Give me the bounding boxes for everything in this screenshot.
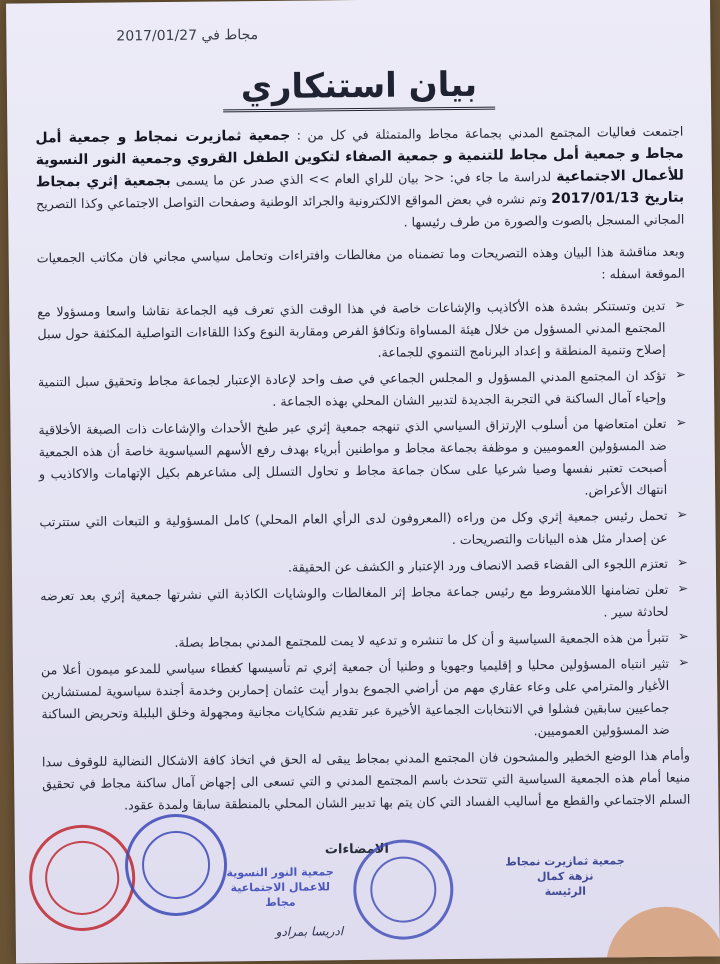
title-text: بيان استنكاري	[222, 65, 495, 113]
stamp-right-line2: نزهة كمال	[536, 869, 594, 884]
handwritten-signature: ادريسا بمرادو	[275, 924, 344, 939]
document-body	[35, 121, 690, 828]
intro-part2: لدراسة ما جاء في: << بيان للراي العام >> الذي صدر عن ما يسمى	[170, 168, 552, 188]
blue-round-stamp	[125, 813, 228, 916]
resolutions-list	[37, 295, 690, 748]
list-item: ➢ تثير انتباه المسؤولين محليا و إقليميا وجهويا و وطنيا أن جمعية إثري تم تأسيسها كغطاء سياسي للمدعو ميمون أعلا من الأغيار والمترامي على وعاء عقاري مهم من أراضي الجموع بدوار أيت عثمان إحماربن وخدمة أجندة سياسوية لمستشارين جماعيين سابقين فشلوا في الانتخابات الجماعية الأخيرة عبر تقديم شكايات مجانية ومجهولة وخلق البلبلة وتحريض الساكنة ضد المسؤولين العموميين.	[41, 653, 690, 748]
stamp-center-line2: للاعمال الاجتماعية	[230, 880, 331, 895]
arrow-bullet-icon: ➢	[674, 297, 686, 313]
right-rect-stamp	[495, 853, 635, 899]
intro-organizations: جمعية ثمازيرت نمجاط و جمعية أمل مجاط و جمعية أمل مجاط للتنمية و جمعية الصفاء لتكوين الطفل القروي وجمعية النور النسوية للأعمال الاجتماعية	[35, 127, 684, 185]
list-item: ➢ تحمل رئيس جمعية إثري وكل من وراءه (المعروفون لدى الرأي العام المحلي) كامل المسؤولية و التبعات التي ستترتب عن إصدار مثل هذه البيانات والتصريحات .	[39, 505, 687, 556]
stamp-center-line1: جمعية النور النسوية	[226, 865, 334, 880]
signatures-label: الامضاءات	[324, 841, 390, 858]
list-item: ➢ تعتزم اللجوء الى القضاء قصد الانصاف ورد الإعتبار و الكشف عن الحقيقة.	[40, 553, 688, 582]
center-rect-stamp	[225, 864, 335, 910]
intro-association-date: بجمعية إثري بمجاط بتاريخ 2017/01/13	[35, 172, 685, 207]
arrow-bullet-icon: ➢	[674, 367, 687, 383]
stamp-right-line1: جمعية ثمازيرت نمجاط	[505, 854, 625, 869]
blue-round-stamp-2	[353, 839, 454, 940]
document-title	[7, 62, 711, 109]
discussion-paragraph: وبعد مناقشة هذا البيان وهذه التصريحات وما تضمناه من مغالطات وافتراءات وتحامل سياسي مجاني فان مكاتب الجمعيات الموقعة اسفله :	[36, 243, 685, 282]
stamp-center-line3: مجاط	[265, 895, 296, 910]
intro-paragraph	[35, 121, 684, 238]
document-page	[6, 0, 720, 964]
arrow-bullet-icon: ➢	[677, 581, 689, 597]
list-item: ➢ تتبرأ من هذه الجمعية السياسية و أن كل ما تنشره و تدعيه لا يمت للمجتمع المدني بمجاط بصلة.	[41, 627, 689, 656]
list-item: ➢ تدين وتستنكر بشدة هذه الأكاذيب والإشاعات خاصة في هذا الوقت الذي تعرف فيه الجماعة نقاشا واسعا ومسؤولا مع المجتمع المدني المسؤول من خلال هيئة المساواة وتكافؤ الفرص ومقاربة النوع وكذا اللقاءات التواصلية المكثفة حول سبل إصلاح وتنمية المنطقة و إعداد البرنامج التنموي للجماعة.	[37, 295, 686, 368]
list-item: ➢ تؤكد ان المجتمع المدني المسؤول و المجلس الجماعي في صف واحد لإعادة الإعتبار لجماعة مجاط وتحقيق سبل التنمية وإحياء آمال الساكنة في التجربة الجديدة لتدبير الشان المحلي بهذه الجماعة .	[38, 365, 686, 416]
list-item: ➢ تعلن امتعاضها من أسلوب الإرتزاق السياسي الذي تنهجه جمعية إثري عبر طبخ الأحداث والإشاعات ذات الصبغة الأخلاقية ضد المسؤولين العموميين و موظفة بجماعة مجاط و مواطنين أبرياء بهدف رفع الأسهم السياسوية خاصة أن هذه الجمعية أصبحت تعتبر نفسها وصيا شرعيا على سكان جماعة مجاط و تحاول التسلل إلى مشاعرهم بكيل الإتهامات والاكاذيب و انتهاك الأعراض.	[38, 413, 687, 508]
arrow-bullet-icon: ➢	[677, 629, 689, 645]
intro-part3: وتم نشره في بعض المواقع الالكترونية والجرائد الوطنية وصفحات التواصل الاجتماعي وكذا التصريح المجاني المسجل بالصوت والصورة من طرف رئيسها .	[36, 191, 685, 230]
list-item: ➢ تعلن تضامنها اللامشروط مع رئيس جماعة مجاط إثر المغالطات والوشايات الكاذبة التي نشرتها جمعية إثري بعد تعرضه لحادثة سير .	[40, 579, 688, 630]
intro-part1: اجتمعت فعاليات المجتمع المدني بجماعة مجاط والمتمثلة في كل من :	[290, 123, 684, 143]
document-date: مجاط في 2017/01/27	[116, 27, 259, 45]
stamp-right-line3: الرئيسة	[544, 884, 587, 899]
arrow-bullet-icon: ➢	[676, 507, 688, 523]
closing-paragraph: وأمام هذا الوضع الخطير والمشحون فان المجتمع المدني بمجاط يبقى له الحق في اتخاذ كافة الاشكال النضالية للوقوف سدا منيعا أمام هذه الجمعية السياسية التي تتحدث باسم المجتمع المدني و التي تسعى الى إجهاض آمال ساكنة مجاط في تحقيق السلم الاجتماعي والقطع مع أساليب الفساد التي كان يتم بها تدبير الشان المحلي بالمنطقة سابقا ولمدة عقود.	[41, 747, 691, 813]
arrow-bullet-icon: ➢	[676, 555, 688, 571]
arrow-bullet-icon: ➢	[675, 415, 687, 431]
arrow-bullet-icon: ➢	[677, 655, 690, 671]
